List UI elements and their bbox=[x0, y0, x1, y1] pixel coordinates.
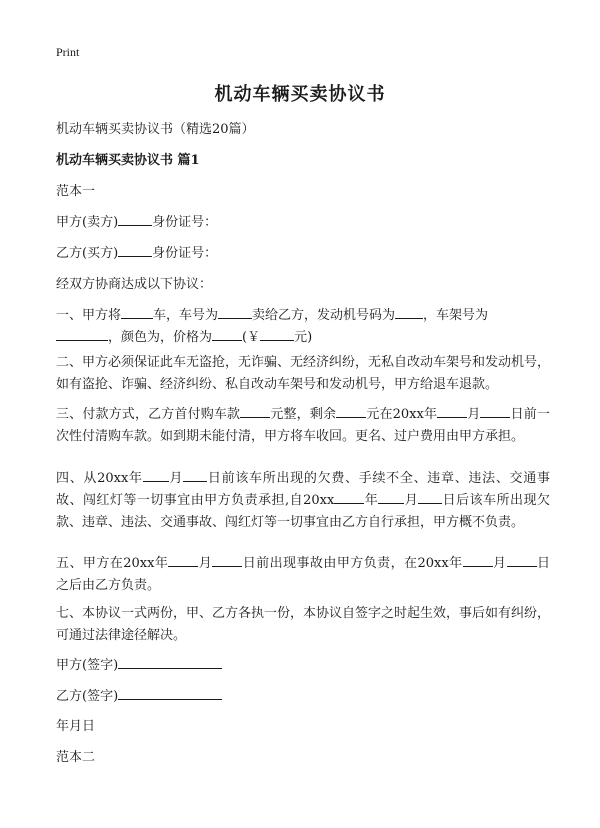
clause-4-text: 四、从20xx年 bbox=[56, 471, 143, 486]
clause-4 bbox=[56, 468, 550, 534]
clause-5-text: 五、甲方在20xx年 bbox=[56, 556, 169, 571]
month-blank bbox=[480, 404, 510, 418]
date-blank bbox=[507, 553, 537, 567]
date-blank bbox=[463, 553, 493, 567]
clause-1-text: 元) bbox=[294, 330, 313, 345]
clause-3-text: 日前一次性付清购车款。如到期未能付清，甲方将车收回。更名、过户费用由甲方承担。 bbox=[56, 407, 550, 444]
clause-5 bbox=[56, 553, 550, 597]
date-blank bbox=[143, 468, 169, 482]
party-a-id-label: 身份证号： bbox=[152, 215, 218, 230]
clause-7: 七、本协议一式两份，甲、乙方各执一份，本协议自签字之时起生效，事后如有纠纷，可通过法律途径解决。 bbox=[56, 606, 551, 643]
clause-1-text: 车，车号为 bbox=[153, 308, 219, 323]
clause-3-text: 元整，剩余 bbox=[270, 407, 337, 422]
price-blank bbox=[212, 327, 242, 341]
date-blank bbox=[334, 490, 364, 504]
sign-a-line bbox=[56, 654, 556, 677]
sign-a-blank bbox=[118, 654, 222, 669]
clause-5-text: 月 bbox=[198, 556, 213, 571]
clause-4-text: 月 bbox=[168, 471, 184, 486]
date-line: 年月日 bbox=[56, 719, 96, 734]
clause-1-line-1 bbox=[56, 305, 556, 327]
down-payment-blank bbox=[240, 404, 270, 418]
party-b-label: 乙方(买方) bbox=[56, 246, 119, 261]
vin-blank bbox=[56, 327, 108, 341]
party-b-id-label: 身份证号： bbox=[152, 246, 218, 261]
date-blank bbox=[418, 490, 442, 504]
clause-3-text: 月 bbox=[467, 407, 481, 422]
vehicle-blank bbox=[121, 305, 153, 319]
clause-1-text: 卖给乙方，发动机号码为 bbox=[252, 308, 396, 323]
date-blank bbox=[168, 553, 198, 567]
clause-3-text: 元在20xx年 bbox=[366, 407, 438, 422]
price-number-blank bbox=[260, 327, 294, 341]
remaining-blank bbox=[336, 404, 366, 418]
date-blank bbox=[378, 490, 404, 504]
clause-5-text: 日之后由乙方负责。 bbox=[56, 556, 550, 593]
party-b-line bbox=[56, 243, 556, 265]
clause-5-text: 月 bbox=[492, 556, 507, 571]
subtitle: 机动车辆买卖协议书（精选20篇） bbox=[56, 122, 255, 137]
version-one-label: 范本一 bbox=[56, 184, 96, 199]
clause-5-text: 日前出现事故由甲方负责，在20xx年 bbox=[242, 556, 463, 571]
party-a-label: 甲方(卖方) bbox=[56, 215, 119, 230]
year-blank bbox=[437, 404, 467, 418]
clause-4-text: 月 bbox=[404, 493, 419, 508]
clause-4-text: 日后该车所出现欠款、违章、违法、交通事故、闯红灯等一切事宜由乙方自行承担，甲方概不负责。 bbox=[56, 493, 550, 530]
document-title: 机动车辆买卖协议书 bbox=[214, 84, 386, 105]
party-a-line bbox=[56, 212, 556, 234]
clause-2: 二、甲方必须保证此车无盗抢，无诈骗、无经济纠纷，无私自改动车架号和发动机号，如有盗抢、诈骗、经济纠纷、私自改动车架号和发动机号，甲方给退车退款。 bbox=[56, 355, 551, 392]
sign-b-blank bbox=[118, 685, 222, 700]
clause-3 bbox=[56, 404, 550, 448]
clause-1-text: 一、甲方将 bbox=[56, 308, 122, 323]
version-two-label: 范本二 bbox=[56, 750, 96, 765]
engine-number-blank bbox=[395, 305, 423, 319]
clause-1-text: ，车架号为 bbox=[423, 308, 489, 323]
clause-1-line-2 bbox=[56, 327, 556, 349]
print-link[interactable]: Print bbox=[56, 45, 80, 59]
plate-blank bbox=[218, 305, 252, 319]
date-blank bbox=[183, 468, 207, 482]
clause-1-text: ，颜色为，价格为 bbox=[108, 330, 213, 345]
clause-1-text: (￥ bbox=[242, 330, 261, 345]
clause-4-text: 日前该车所出现的欠费、手续不全、违章、违法、交通事故、闯红灯等一切事宜由甲方负责承担,自20xx bbox=[56, 471, 550, 508]
clause-4-text: 年 bbox=[364, 493, 379, 508]
party-b-blank bbox=[118, 243, 152, 257]
date-blank bbox=[212, 553, 242, 567]
party-a-blank bbox=[118, 212, 152, 226]
intro-line: 经双方协商达成以下协议： bbox=[56, 277, 213, 292]
sign-a-label: 甲方(签字) bbox=[56, 658, 119, 673]
sign-b-line bbox=[56, 685, 556, 708]
sign-b-label: 乙方(签字) bbox=[56, 689, 119, 704]
clause-3-text: 三、付款方式，乙方首付购车款 bbox=[56, 407, 241, 422]
section-heading: 机动车辆买卖协议书 篇1 bbox=[56, 153, 200, 168]
